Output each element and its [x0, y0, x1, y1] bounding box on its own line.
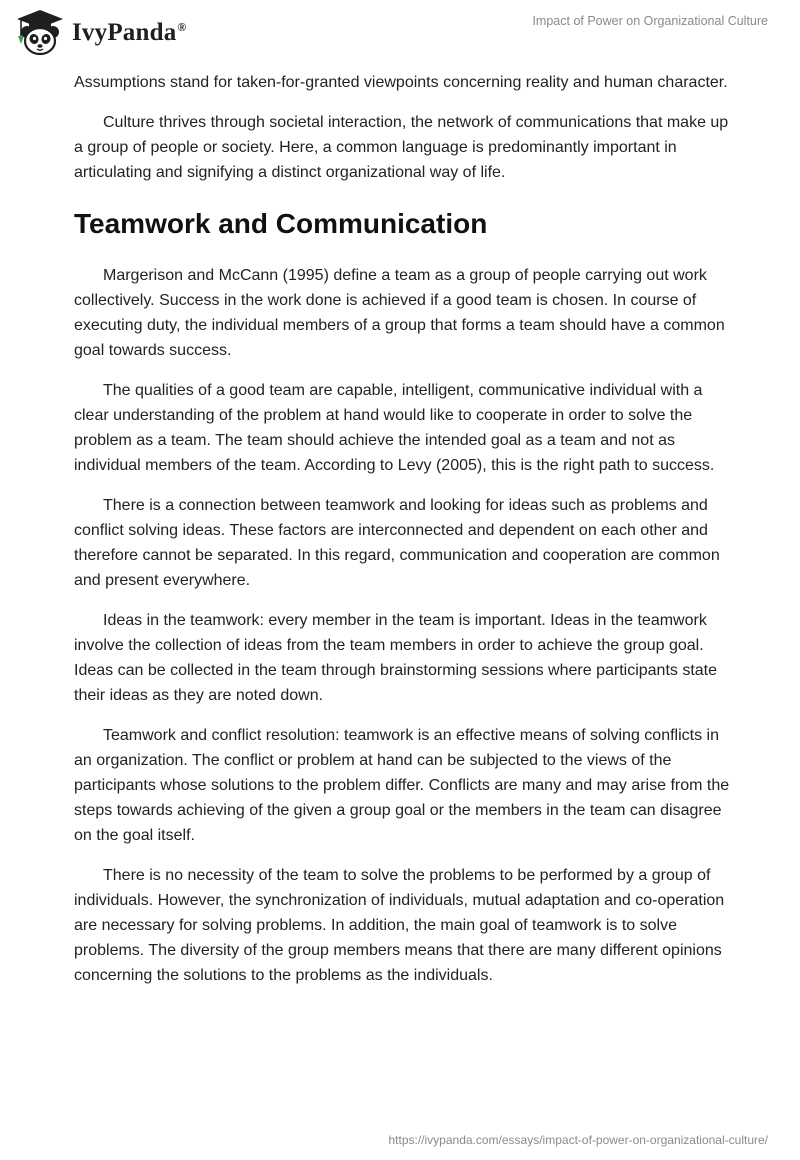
registered-mark: ®	[177, 19, 187, 34]
logo-wordmark	[72, 19, 187, 47]
document-title: Impact of Power on Organizational Culture	[532, 14, 768, 28]
panda-graduate-icon	[14, 8, 66, 58]
paragraph-culture: Culture thrives through societal interaction, the network of communications that make up a group of people or society. Here, a common language is predominantly important in articulating and signifying a distinct organizational way of life.	[74, 114, 729, 181]
logo-text: IvyPanda	[72, 19, 177, 46]
paragraph-assumptions: Assumptions stand for taken-for-granted viewpoints concerning reality and human character.	[74, 74, 728, 91]
paragraph-ideas-in-teamwork: Ideas in the teamwork: every member in the team is important. Ideas in the teamwork involve the collection of ideas from the team members in order to achieve the group goal. Ideas can be collected in the team through brainstorming sessions where participants state their ideas as they are noted down.	[74, 612, 718, 704]
essay-content	[74, 70, 734, 1003]
page-header	[0, 0, 800, 70]
paragraph-team-qualities: The qualities of a good team are capable, intelligent, communicative individual with a clear understanding of the problem at hand would like to cooperate in order to solve the problem as a team. The team should achieve the intended goal as a team and not as individual members of the team. According to Levy (2005), this is the right path to success.	[74, 382, 715, 474]
paragraph-team-definition: Margerison and McCann (1995) define a team as a group of people carrying out work collectively. Success in the work done is achieved if a good team is chosen. In course of executing duty, the individual members of a group that forms a team should have a common goal towards success.	[74, 267, 725, 359]
source-url[interactable]: https://ivypanda.com/essays/impact-of-power-on-organizational-culture/	[388, 1133, 768, 1147]
paragraph-teamwork-ideas-connection: There is a connection between teamwork and looking for ideas such as problems and conflict solving ideas. These factors are interconnected and dependent on each other and therefore cannot be separated. In this regard, communication and cooperation are common and present everywhere.	[74, 497, 720, 589]
paragraph-problem-solving: There is no necessity of the team to solve the problems to be performed by a group of individuals. However, the synchronization of individuals, mutual adaptation and co-operation are necessary for solving problems. In addition, the main goal of teamwork is to solve problems. The diversity of the group members means that there are many different opinions concerning the solutions to the problems as the individuals.	[74, 867, 725, 984]
paragraph-conflict-resolution: Teamwork and conflict resolution: teamwork is an effective means of solving conflicts in an organization. The conflict or problem at hand can be subjected to the views of the participants whose solutions to the problem differ. Conflicts are many and may arise from the steps towards achieving of the given a group goal or the members in the team can disagree on the goal itself.	[74, 727, 730, 844]
section-heading: Teamwork and Communication	[74, 208, 488, 239]
ivypanda-logo[interactable]	[14, 8, 187, 58]
